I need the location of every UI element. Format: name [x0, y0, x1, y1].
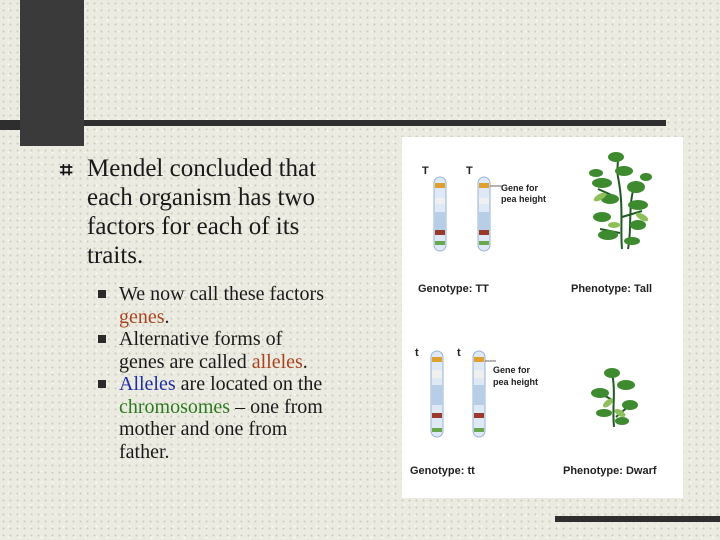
gene-label-bottom-1: Gene for — [493, 365, 531, 375]
gene-label-top-1: Gene for — [501, 183, 539, 193]
chromosome-left-bottom — [431, 351, 443, 437]
main-point-line: each organism has two — [87, 184, 315, 211]
allele-label-left-top: T — [422, 165, 429, 177]
sub-point-text: – one from — [230, 395, 323, 418]
highlighted-term: alleles — [251, 350, 303, 373]
phenotype-label-top: Phenotype: Tall — [571, 283, 653, 295]
chromosome-right-bottom — [473, 351, 485, 437]
main-point-line: traits. — [87, 242, 144, 269]
genotype-label-bottom: Genotype: tt — [410, 465, 475, 477]
highlighted-term: chromosomes — [119, 395, 231, 418]
main-point — [87, 154, 362, 270]
main-point-line: Mendel concluded that — [87, 155, 317, 182]
sub-point-list — [98, 283, 378, 463]
square-bullet-icon — [98, 380, 106, 388]
sub-point-line — [119, 373, 378, 396]
gene-label-bottom-2: pea height — [493, 377, 539, 387]
highlighted-term: Alleles — [119, 373, 176, 395]
sub-point-line — [119, 306, 378, 329]
allele-label-right-bottom: t — [457, 347, 461, 359]
genotype-label-top: Genotype: TT — [418, 283, 489, 295]
decorative-rule-bottom — [555, 516, 720, 522]
allele-label-right-top: T — [466, 165, 473, 177]
sub-point-line — [119, 351, 378, 374]
square-bullet-icon — [98, 290, 106, 298]
sub-point-text: father. — [119, 440, 170, 463]
sub-point-text: . — [302, 350, 308, 373]
chromosome-right-top — [478, 177, 490, 251]
sub-point-item — [98, 328, 378, 373]
sub-point-line — [119, 441, 378, 464]
chromosome-left-top — [434, 177, 446, 251]
sub-point-text: . — [164, 305, 170, 328]
decorative-rule-top — [84, 120, 666, 126]
sub-point-item — [98, 283, 378, 328]
sub-point-text: genes are called — [119, 350, 252, 373]
phenotype-label-bottom: Phenotype: Dwarf — [563, 465, 657, 477]
highlighted-term: genes — [119, 305, 165, 328]
sub-point-line — [119, 328, 378, 351]
sub-point-line — [119, 283, 378, 306]
sub-point-text: We now call these factors — [119, 283, 324, 305]
main-point-line: factors for each of its — [87, 213, 300, 240]
sub-point-item — [98, 373, 378, 463]
gene-label-top-2: pea height — [501, 194, 547, 204]
decorative-bar-vertical — [20, 0, 84, 146]
allele-label-left-bottom: t — [415, 347, 419, 359]
sub-point-text: mother and one from — [119, 418, 288, 440]
square-bullet-icon — [98, 335, 106, 343]
main-bullet-icon: ⌗ — [60, 158, 73, 183]
decorative-bar-left — [0, 120, 20, 130]
sub-point-line — [119, 396, 378, 419]
sub-point-text: Alternative forms of — [119, 328, 283, 350]
figure-drawing — [402, 137, 683, 498]
sub-point-line — [119, 418, 378, 441]
genotype-phenotype-figure — [402, 137, 683, 498]
sub-point-text: are located on the — [175, 373, 323, 395]
